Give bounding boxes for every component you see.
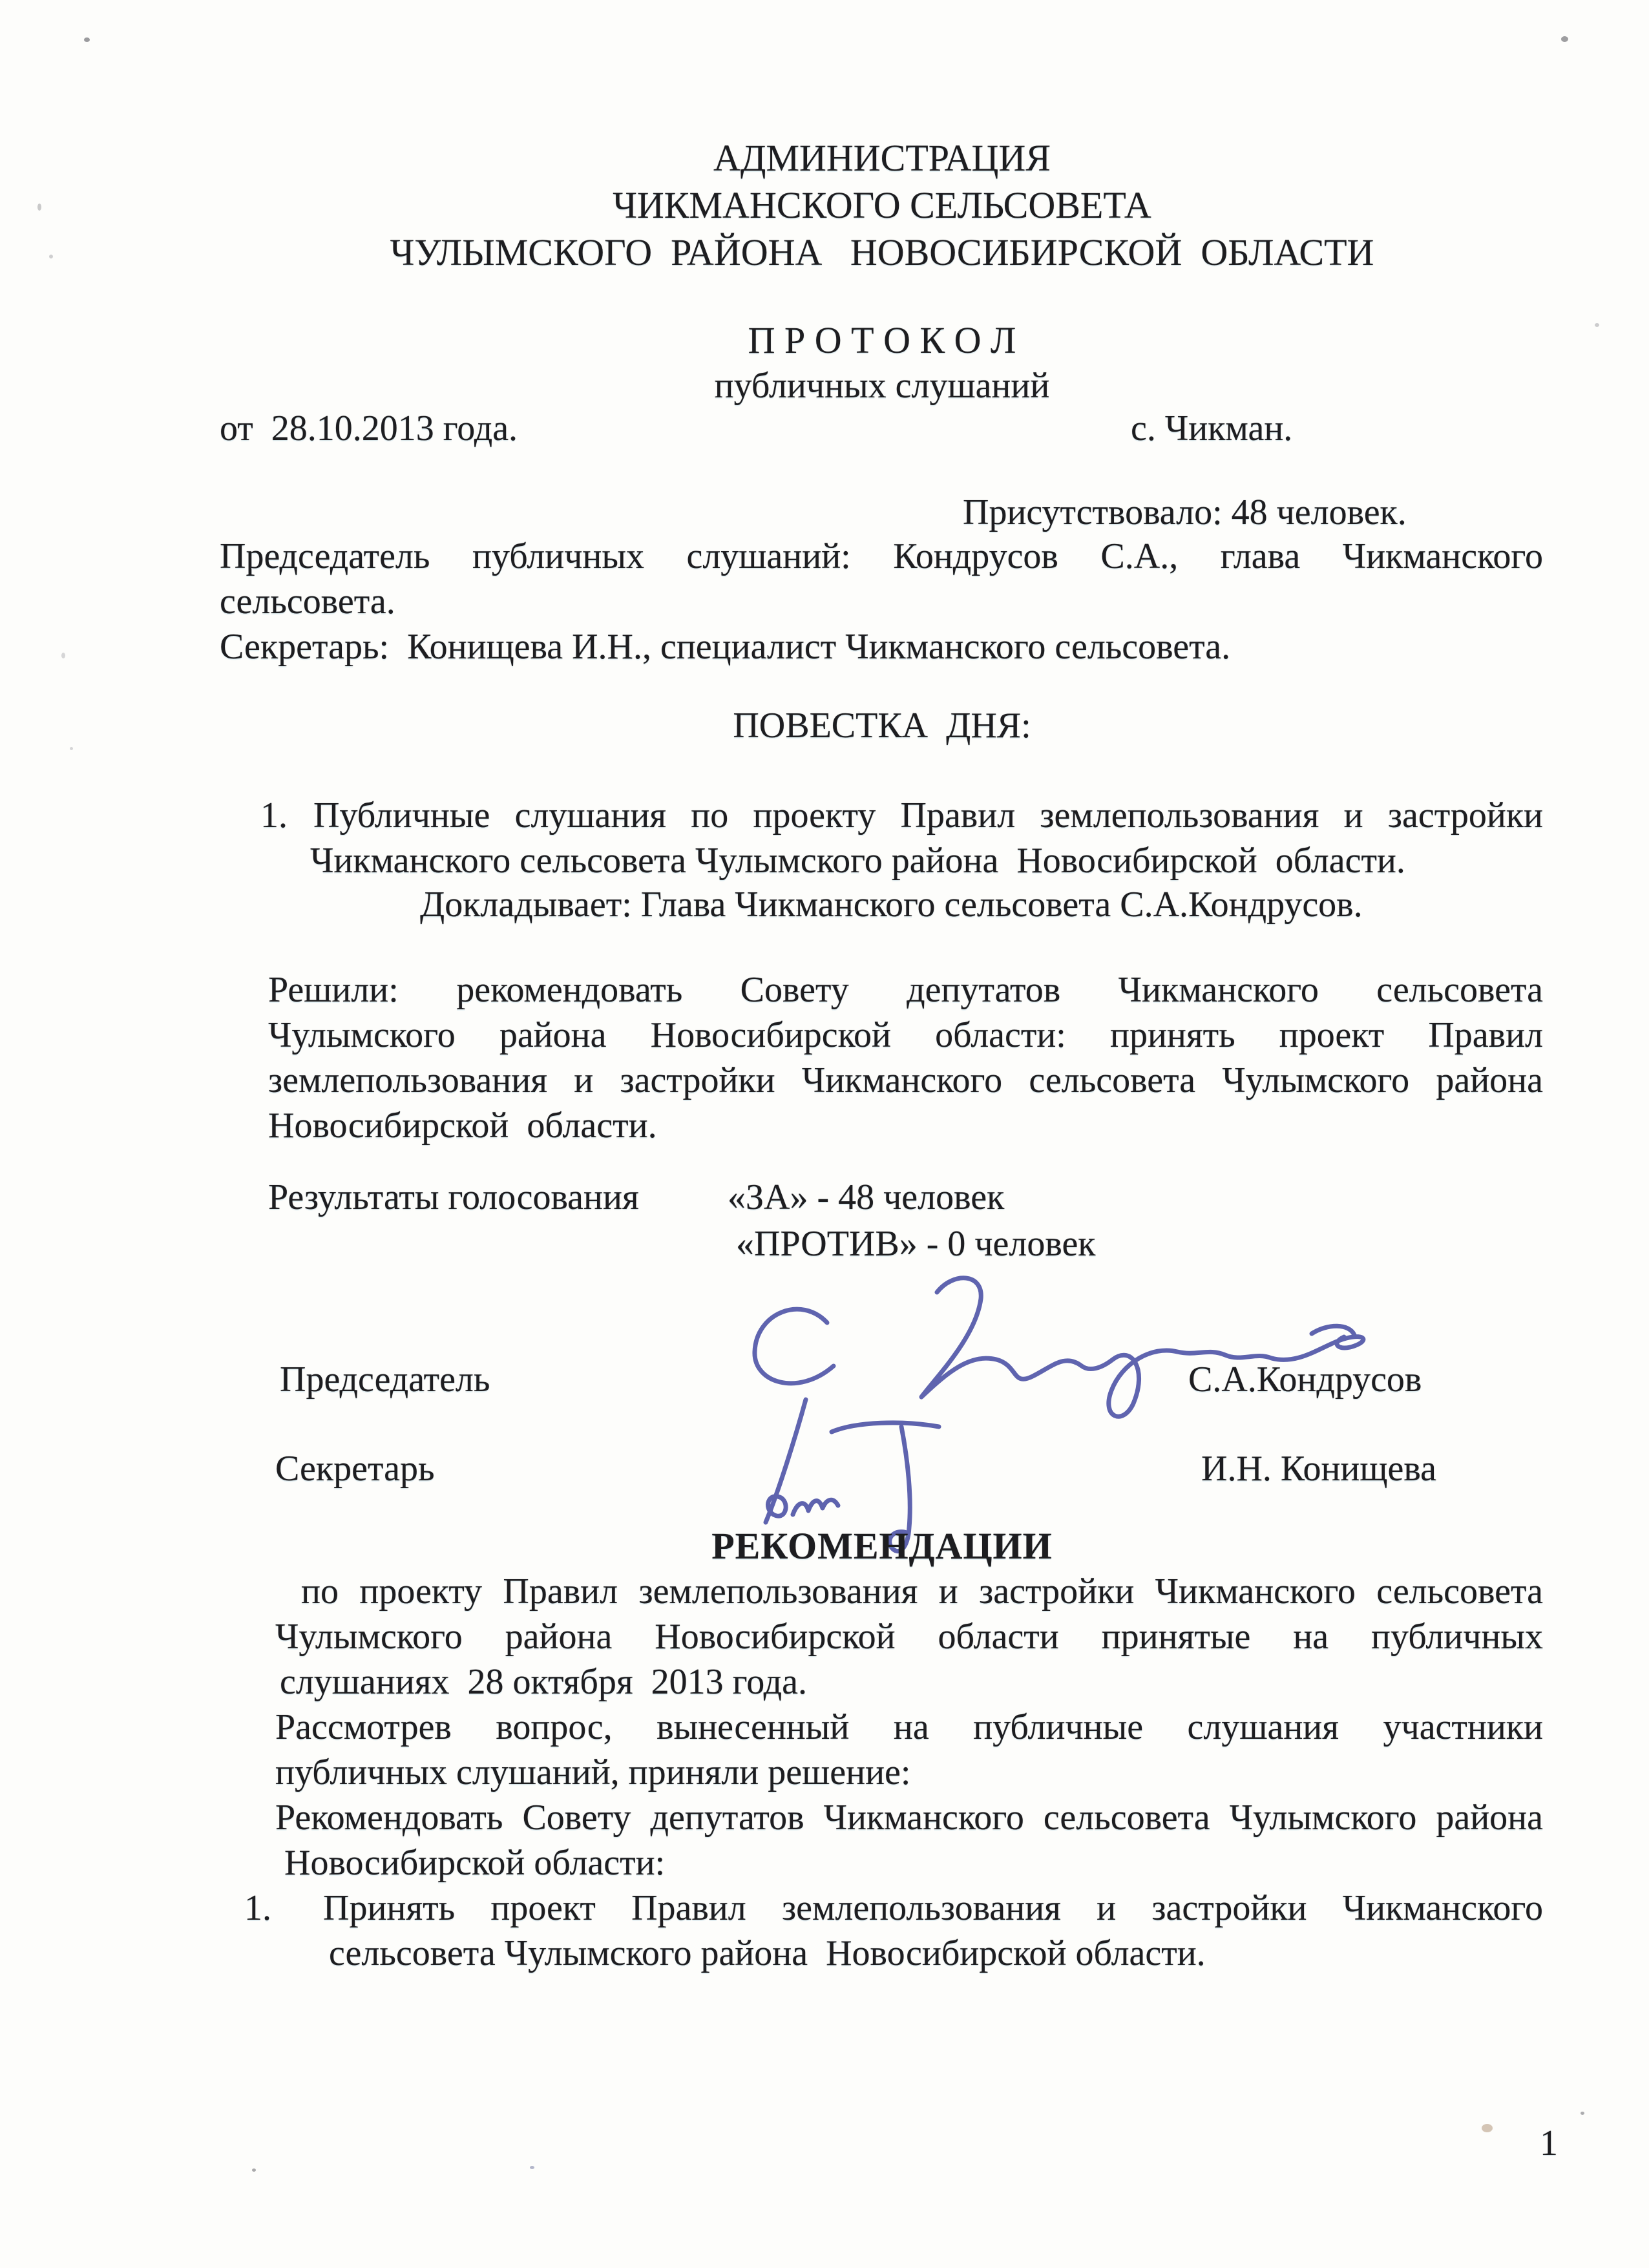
voting-against-line: «ПРОТИВ» - 0 человек	[736, 1224, 1096, 1264]
decision-line-2: Чулымского района Новосибирской области: принять проект Правил	[268, 1015, 1543, 1055]
scan-speck	[530, 2166, 534, 2169]
voting-for-line: «ЗА» - 48 человек	[728, 1177, 1005, 1217]
recommendations-para1-line3: слушаниях 28 октября 2013 года.	[280, 1662, 807, 1702]
scan-speck	[252, 2168, 256, 2172]
document-date: от 28.10.2013 года.	[220, 408, 518, 448]
decision-line-4: Новосибирской области.	[268, 1106, 657, 1146]
chairman-line-2: сельсовета.	[220, 582, 395, 622]
recommendations-para3-line2: Новосибирской области:	[284, 1843, 666, 1883]
recommendations-item-line1: Принять проект Правил землепользования и застройки Чикманского	[323, 1888, 1543, 1928]
decision-line-3: землепользования и застройки Чикманского сельсовета Чулымского района	[268, 1060, 1543, 1100]
document-place: с. Чикман.	[1131, 408, 1293, 448]
document-title: П Р О Т О К О Л	[748, 319, 1016, 361]
recommendations-item-line2: сельсовета Чулымского района Новосибирской области.	[329, 1933, 1206, 1973]
recommendations-item-number: 1.	[244, 1888, 271, 1928]
voting-label: Результаты голосования	[268, 1177, 639, 1217]
chairman-line-1: Председатель публичных слушаний: Кондрусов С.А., глава Чикманского	[220, 536, 1543, 576]
attendance-line: Присутствовало: 48 человек.	[963, 492, 1407, 532]
recommendations-para1-line1: по проекту Правил землепользования и застройки Чикманского сельсовета	[301, 1571, 1543, 1612]
secretary-line: Секретарь: Конищева И.Н., специалист Чикманского сельсовета.	[220, 627, 1231, 667]
chairman-signature-name: С.А.Кондрусов	[1188, 1360, 1422, 1400]
scan-smudge	[1482, 2124, 1493, 2132]
recommendations-heading: РЕКОМЕНДАЦИИ	[711, 1525, 1053, 1567]
agenda-heading: ПОВЕСТКА ДНЯ:	[733, 706, 1031, 746]
agenda-item-line2: Чикманского сельсовета Чулымского района Новосибирской области.	[310, 841, 1405, 881]
recommendations-para1-line2: Чулымского района Новосибирской области принятые на публичных	[275, 1617, 1543, 1657]
org-name-line3: ЧУЛЫМСКОГО РАЙОНА НОВОСИБИРСКОЙ ОБЛАСТИ	[390, 231, 1374, 273]
recommendations-para2-line1: Рассмотрев вопрос, вынесенный на публичные слушания участники	[275, 1707, 1543, 1747]
agenda-speaker-line: Докладывает: Глава Чикманского сельсовета С.А.Кондрусов.	[420, 885, 1363, 925]
org-name-line2: ЧИКМАНСКОГО СЕЛЬСОВЕТА	[613, 184, 1151, 226]
document-subtitle: публичных слушаний	[714, 366, 1050, 406]
page-number: 1	[1540, 2123, 1558, 2163]
agenda-item-line1: Публичные слушания по проекту Правил землепользования и застройки	[313, 795, 1543, 835]
recommendations-para3-line1: Рекомендовать Совету депутатов Чикманского сельсовета Чулымского района	[275, 1798, 1543, 1838]
chairman-signature-title: Председатель	[280, 1360, 490, 1400]
scan-speck	[1581, 2112, 1584, 2115]
agenda-item-number: 1.	[260, 795, 288, 835]
scan-speck	[84, 37, 90, 42]
scan-speck	[1595, 323, 1599, 327]
recommendations-para2-line2: публичных слушаний, приняли решение:	[275, 1752, 911, 1792]
decision-line-1: Решили: рекомендовать Совету депутатов Чикманского сельсовета	[268, 970, 1543, 1010]
scan-speck	[70, 747, 73, 750]
scan-speck	[49, 255, 53, 258]
scan-speck	[61, 653, 65, 658]
secretary-signature-name: И.Н. Конищева	[1201, 1449, 1436, 1489]
org-name-line1: АДМИНИСТРАЦИЯ	[713, 137, 1051, 179]
scan-speck	[1561, 36, 1568, 42]
scan-speck	[37, 204, 41, 211]
secretary-signature-title: Секретарь	[275, 1449, 435, 1489]
